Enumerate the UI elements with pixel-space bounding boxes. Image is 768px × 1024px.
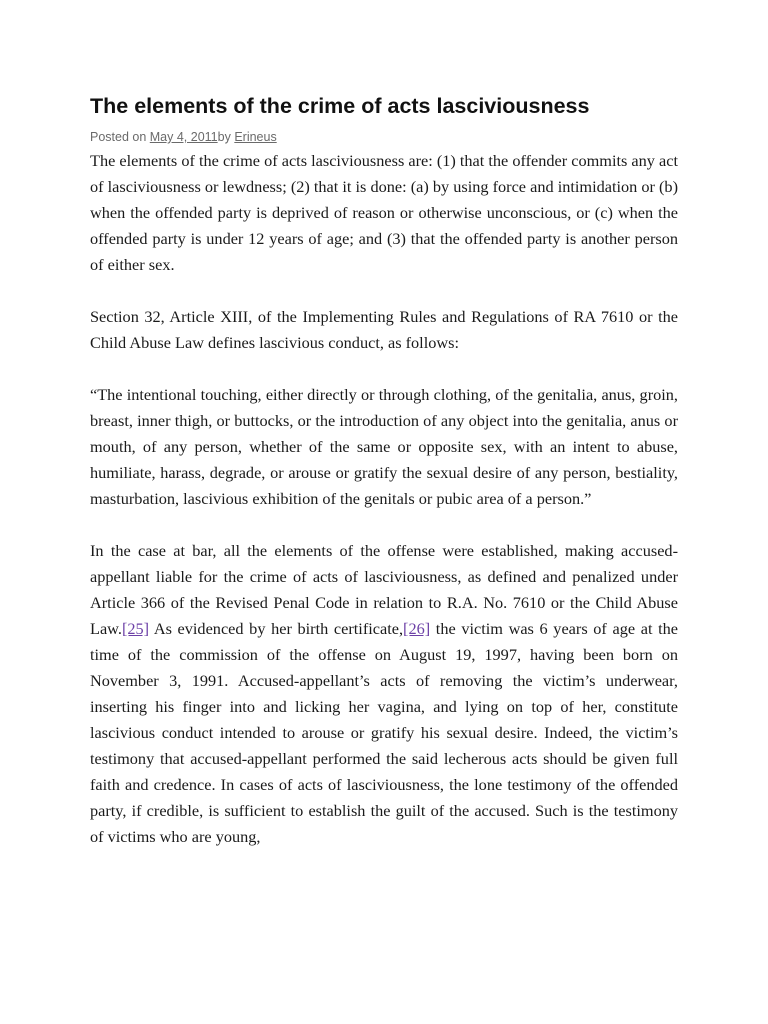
paragraph-elements: The elements of the crime of acts lasciviousness are: (1) that the offender commits any act of lasciviousness or lewdness; (2) that it is done: (a) by using force and intimidation or (b) when the offended party is deprived of reason or otherwise unconscious, or (c) when the offended party is under 12 years of age; and (3) that the offended party is another person of either sex. <box>90 151 678 274</box>
footnote-25-link[interactable]: [25] <box>121 619 150 638</box>
case-text-2: As evidenced by her birth certificate, <box>149 619 404 638</box>
post-title: The elements of the crime of acts lasciviousness <box>90 94 590 118</box>
post-meta <box>90 129 277 145</box>
post-body <box>90 148 678 876</box>
footnote-26-link[interactable]: [26] <box>403 619 431 638</box>
by-label: by <box>217 130 235 144</box>
author-link[interactable]: Erineus <box>234 130 277 144</box>
paragraph-case-at-bar <box>90 538 678 850</box>
paragraph-section-32: Section 32, Article XIII, of the Implementing Rules and Regulations of RA 7610 or the Child Abuse Law defines lascivious conduct, as follows: <box>90 307 678 352</box>
case-text-1: In the case at bar, all the elements of the offense were established, making accused-appellant liable for the crime of acts of lasciviousness, as defined and penalized under Article 366 of the Revised Penal Code in relation to R.A. No. 7610 or the Child Abuse Law. <box>90 541 678 638</box>
posted-on-label: Posted on <box>90 130 150 144</box>
post-date-link[interactable]: May 4, 2011 <box>149 130 218 144</box>
case-text-3: the victim was 6 years of age at the time of the commission of the offense on August 19, 1997, having been born on November 3, 1991. Accused-appellant’s acts of removing the victim’s underwear, inserting his finger into and licking her vagina, and lying on top of her, constitute lascivious conduct intended to arouse or gratify his sexual desire. Indeed, the victim’s testimony that accused-appellant performed the said lecherous acts should be given full faith and credence. In cases of acts of lasciviousness, the lone testimony of the offended party, if credible, is sufficient to establish the guilt of the accused. Such is the testimony of victims who are young, <box>90 619 678 846</box>
paragraph-quote: “The intentional touching, either directly or through clothing, of the genitalia, anus, groin, breast, inner thigh, or buttocks, or the introduction of any object into the genitalia, anus or mouth, of any person, whether of the same or opposite sex, with an intent to abuse, humiliate, harass, degrade, or arouse or gratify the sexual desire of any person, bestiality, masturbation, lascivious exhibition of the genitals or pubic area of a person.” <box>90 385 678 508</box>
